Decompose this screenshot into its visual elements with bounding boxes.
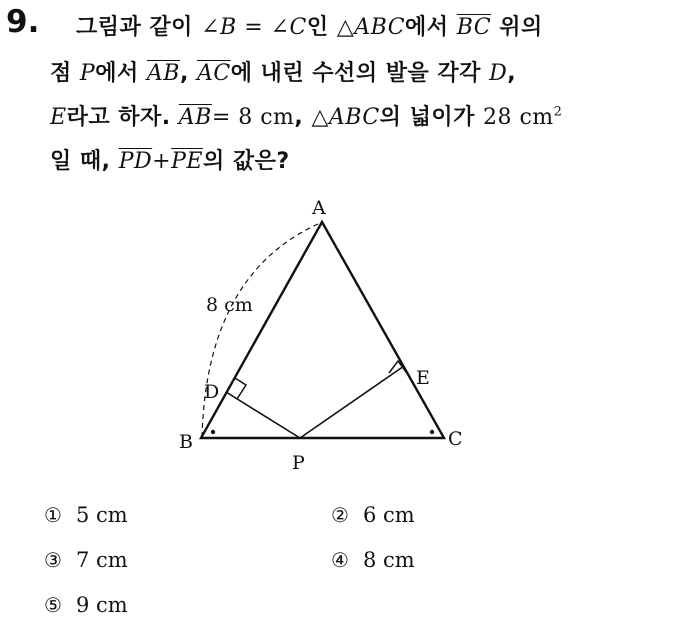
text: 점 [50, 61, 80, 86]
choice-2[interactable] [331, 503, 415, 527]
choice-value: 5 cm [75, 503, 128, 527]
text: , [294, 105, 312, 130]
choice-mark: ① [44, 503, 62, 527]
choice-value: 8 cm [362, 548, 415, 572]
text: , [507, 61, 517, 86]
segment-ab: $\overline{AB}$ [146, 61, 180, 86]
text: 에서 [405, 15, 457, 40]
label-a: A [312, 197, 326, 219]
choice-mark: ④ [331, 548, 349, 572]
segment-ab: $\overline{AB}$ [178, 105, 212, 130]
text: 라고 하자. [66, 105, 179, 130]
plus-sign: + [152, 149, 172, 174]
length-value: = 8 cm [211, 105, 295, 130]
choice-3[interactable] [44, 548, 128, 572]
triangle-name: △ABC [311, 105, 380, 130]
label-p: P [292, 452, 305, 474]
text: 에서 [95, 61, 147, 86]
segment-ac: $\overline{AC}$ [197, 61, 231, 86]
text: 위의 [491, 15, 543, 40]
choice-mark: ② [331, 503, 349, 527]
point-e: E [50, 105, 67, 130]
text: 에 내린 수선의 발을 각각 [230, 61, 490, 86]
area-value: 28 cm [483, 105, 554, 130]
choice-4[interactable] [331, 548, 415, 572]
choice-value: 9 cm [75, 593, 128, 617]
text: , [179, 61, 197, 86]
text: 일 때, [50, 149, 119, 174]
label-b: B [179, 431, 193, 453]
angle-equation: ∠B = ∠C [201, 15, 307, 40]
segment-pe: $\overline{PE}$ [171, 149, 203, 174]
label-d: D [204, 381, 220, 403]
side-length-label: 8 cm [206, 294, 253, 316]
angle-dot-b [211, 430, 215, 434]
area-exponent: 2 [553, 104, 563, 120]
triangle-abc [201, 222, 444, 438]
label-c: C [448, 428, 463, 450]
question-number: 9. [6, 4, 40, 40]
choice-value: 7 cm [75, 548, 128, 572]
point-p: P [79, 61, 96, 86]
right-angle-mark-d [235, 378, 246, 399]
triangle-name: △ABC [336, 15, 406, 40]
point-d: D [489, 61, 508, 86]
segment-bc: $\overline{BC}$ [456, 15, 492, 40]
segment-pe [300, 366, 404, 438]
segment-pd: $\overline{PD}$ [118, 149, 153, 174]
label-e: E [416, 367, 430, 389]
choice-5[interactable] [44, 593, 128, 617]
choice-mark: ③ [44, 548, 62, 572]
text: 의 넓이가 [379, 105, 483, 130]
angle-dot-c [430, 430, 434, 434]
choice-1[interactable] [44, 503, 128, 527]
text: 그림과 같이 [76, 15, 202, 40]
choice-value: 6 cm [362, 503, 415, 527]
text: 의 값은? [202, 149, 290, 174]
text: 인 [306, 15, 337, 40]
choice-mark: ⑤ [44, 593, 62, 617]
